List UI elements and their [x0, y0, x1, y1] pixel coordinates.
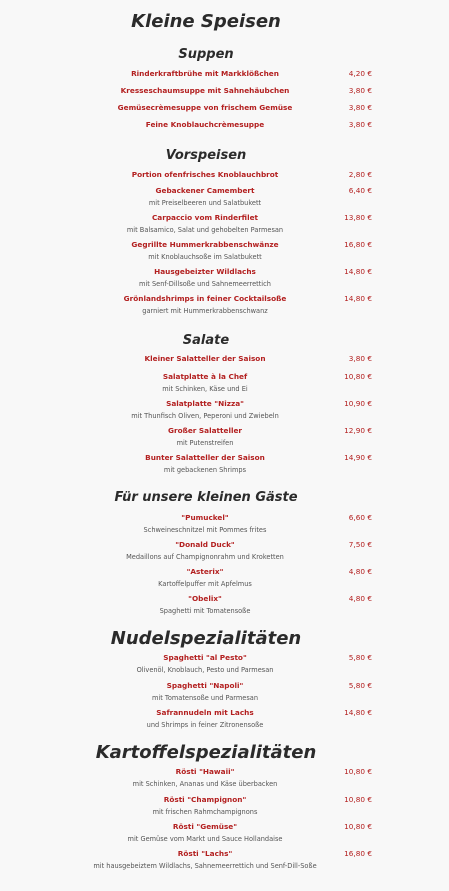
- menu-item-description: mit Preiselbeeren und Salatbukett: [148, 199, 262, 207]
- menu-item-description: mit Thunfisch Oliven, Peperoni und Zwiebeln: [131, 412, 279, 420]
- menu-item-price: 13,80 €: [344, 213, 372, 222]
- menu-item-description: Medaillons auf Champignonrahm und Kroketten: [126, 553, 284, 561]
- menu-item-name: Feine Knoblauchcrèmesuppe: [145, 120, 265, 129]
- menu-item-description: mit hausgebeiztem Wildlachs, Sahnemeerrettich und Senf-Dill-Soße: [93, 862, 317, 870]
- menu-item-name: Gemüsecrèmesuppe von frischem Gemüse: [117, 103, 293, 112]
- menu-item-price: 14,80 €: [344, 294, 372, 303]
- menu-item-price: 3,80 €: [348, 120, 372, 129]
- menu-item-price: 10,80 €: [344, 767, 372, 776]
- menu-item-name: Kresseschaumsuppe mit Sahnehäubchen: [120, 86, 290, 95]
- menu-item-name: Carpaccio vom Rinderfilet: [151, 213, 259, 222]
- subsection-heading: Für unsere kleinen Gäste: [114, 490, 298, 505]
- menu-item-price: 14,80 €: [344, 267, 372, 276]
- menu-item-price: 16,80 €: [344, 849, 372, 858]
- section-heading: Kleine Speisen: [131, 11, 281, 32]
- menu-item-name: Gegrillte Hummerkrabbenschwänze: [131, 240, 279, 249]
- menu-item-price: 4,20 €: [348, 69, 372, 78]
- menu-item-price: 5,80 €: [348, 681, 372, 690]
- menu-item-price: 10,80 €: [344, 822, 372, 831]
- menu-item-price: 6,60 €: [348, 513, 372, 522]
- menu-item-description: Schweineschnitzel mit Pommes frites: [143, 526, 267, 534]
- menu-item-price: 16,80 €: [344, 240, 372, 249]
- menu-item-price: 5,80 €: [348, 653, 372, 662]
- menu-item-description: garniert mit Hummerkrabbenschwanz: [142, 307, 268, 315]
- menu-item-name: "Pumuckel": [181, 513, 229, 522]
- subsection-heading: Suppen: [178, 47, 234, 62]
- subsection-heading: Vorspeisen: [165, 148, 247, 163]
- menu-item-name: Spaghetti "Napoli": [166, 681, 244, 690]
- menu-item-name: Salatplatte "Nizza": [166, 399, 244, 408]
- menu-item-name: Rösti "Lachs": [177, 849, 233, 858]
- menu-item-name: Salatplatte à la Chef: [162, 372, 248, 381]
- menu-item-name: "Asterix": [186, 567, 224, 576]
- section-heading: Kartoffelspezialitäten: [95, 742, 317, 763]
- menu-item-description: Kartoffelpuffer mit Apfelmus: [158, 580, 252, 588]
- menu-item-name: Gebackener Camembert: [155, 186, 255, 195]
- menu-item-description: Olivenöl, Knoblauch, Pesto und Parmesan: [136, 666, 274, 674]
- menu-item-name: Kleiner Salatteller der Saison: [144, 354, 266, 363]
- subsection-heading: Salate: [182, 333, 230, 348]
- menu-item-description: mit Balsamico, Salat und gehobelten Parmesan: [126, 226, 284, 234]
- menu-item-name: Spaghetti "al Pesto": [163, 653, 247, 662]
- menu-item-description: Spaghetti mit Tomatensoße: [159, 607, 251, 615]
- menu-item-description: und Shrimps in feiner Zitronensoße: [146, 721, 264, 729]
- menu-item-price: 10,90 €: [344, 399, 372, 408]
- menu-item-description: mit Schinken, Ananas und Käse überbacken: [132, 780, 278, 788]
- menu-item-price: 10,80 €: [344, 372, 372, 381]
- menu-item-name: "Obelix": [188, 594, 222, 603]
- section-heading: Nudelspezialitäten: [110, 628, 302, 649]
- menu-item-name: Rösti "Champignon": [163, 795, 247, 804]
- menu-item-price: 4,80 €: [348, 594, 372, 603]
- menu-item-description: mit frischen Rahmchampignons: [152, 808, 258, 816]
- menu-item-price: 4,80 €: [348, 567, 372, 576]
- menu-item-price: 7,50 €: [348, 540, 372, 549]
- menu-item-price: 14,80 €: [344, 708, 372, 717]
- menu-item-price: 2,80 €: [348, 170, 372, 179]
- menu-item-price: 3,80 €: [348, 354, 372, 363]
- menu-item-name: Rinderkraftbrühe mit Markklößchen: [131, 69, 279, 78]
- menu-item-description: mit Knoblauchsoße im Salatbukett: [148, 253, 262, 261]
- menu-item-price: 14,90 €: [344, 453, 372, 462]
- menu-item-name: Grönlandshrimps in feiner Cocktailsoße: [123, 294, 287, 303]
- menu-item-description: mit Gemüse vom Markt und Sauce Hollandaise: [127, 835, 283, 843]
- menu-item-name: Hausgebeizter Wildlachs: [154, 267, 256, 276]
- menu-item-name: Rösti "Hawaii": [175, 767, 235, 776]
- menu-item-name: Großer Salatteller: [167, 426, 243, 435]
- menu-item-description: mit Schinken, Käse und Ei: [162, 385, 248, 393]
- menu-item-name: Bunter Salatteller der Saison: [145, 453, 265, 462]
- menu-item-description: mit gebackenen Shrimps: [163, 466, 247, 474]
- menu-item-description: mit Tomatensoße und Parmesan: [151, 694, 259, 702]
- menu-item-price: 12,90 €: [344, 426, 372, 435]
- menu-item-price: 3,80 €: [348, 86, 372, 95]
- menu-item-description: mit Senf-Dillsoße und Sahnemeerrettich: [139, 280, 271, 288]
- menu-item-price: 6,40 €: [348, 186, 372, 195]
- menu-item-name: Rösti "Gemüse": [172, 822, 238, 831]
- menu-item-price: 10,80 €: [344, 795, 372, 804]
- menu-item-price: 3,80 €: [348, 103, 372, 112]
- menu-item-name: Portion ofenfrisches Knoblauchbrot: [131, 170, 279, 179]
- menu-item-name: Safrannudeln mit Lachs: [156, 708, 254, 717]
- menu-item-name: "Donald Duck": [175, 540, 235, 549]
- menu-item-description: mit Putenstreifen: [176, 439, 234, 447]
